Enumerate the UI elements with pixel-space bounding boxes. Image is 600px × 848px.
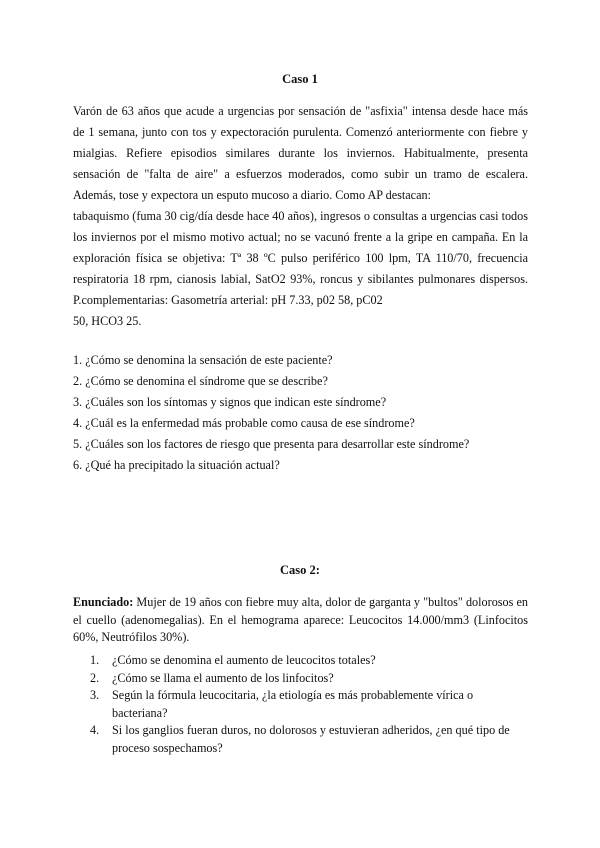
- question-item: 3. ¿Cuáles son los síntomas y signos que indican este síndrome?: [73, 395, 387, 409]
- question-item: [90, 722, 530, 757]
- question-item: 4. ¿Cuál es la enfermedad más probable como causa de ese síndrome?: [73, 416, 415, 430]
- question-number: 2.: [90, 670, 100, 685]
- question-item: 5. ¿Cuáles son los factores de riesgo que presenta para desarrollar este síndrome?: [73, 437, 470, 451]
- case-1-paragraph: Varón de 63 años que acude a urgencias por sensación de "asfixia" intensa desde hace más de 1 semana, junto con tos y expectoración purulenta. Comenzó anteriormente con fiebre y mialgias. Refiere episodios similares durante los inviernos. Habitualmente, presenta sensación de "falta de aire" a esfuerzos moderados, como subir un tramo de escalera. Además, tose y expectora un esputo mucoso a diario. Como AP destacan:: [73, 104, 528, 202]
- question-text: ¿Cómo se llama el aumento de los linfocitos?: [112, 670, 334, 685]
- question-number: 4.: [90, 723, 100, 738]
- question-item: 1. ¿Cómo se denomina la sensación de este paciente?: [73, 353, 333, 367]
- case-2-questions: [90, 652, 530, 758]
- question-item: [90, 652, 530, 670]
- case-1-statement: [73, 101, 528, 332]
- question-item: 6. ¿Qué ha precipitado la situación actual?: [73, 458, 280, 472]
- question-item: [90, 687, 530, 722]
- question-text: ¿Cómo se denomina el aumento de leucocitos totales?: [112, 653, 376, 667]
- question-item: [90, 670, 530, 688]
- case-1-questions: [73, 350, 469, 476]
- question-number: 3.: [90, 688, 100, 703]
- question-number: 1.: [90, 653, 100, 667]
- case-2-title: Caso 2:: [280, 563, 320, 577]
- case-1-paragraph-2: tabaquismo (fuma 30 cig/día desde hace 40 años), ingresos o consultas a urgencias casi todos los inviernos por el mismo motivo actual; no se vacunó frente a la gripe en campaña. En la exploración física se objetiva: Tª 38 ºC pulso periférico 100 lpm, TA 110/70, frecuencia respiratoria 18 rpm, cianosis labial, SatO2 93%, roncus y sibilantes pulmonares dispersos. P.complementarias: Gasometría arterial: pH 7.33, p02 58, pC02: [73, 209, 528, 307]
- question-item: 2. ¿Cómo se denomina el síndrome que se describe?: [73, 374, 328, 388]
- case-2-statement: [73, 594, 528, 647]
- case-1-paragraph-3: 50, HCO3 25.: [73, 314, 142, 328]
- case-2-text: Mujer de 19 años con fiebre muy alta, dolor de garganta y "bultos" dolorosos en el cuello (adenomegalias). En el hemograma aparece: Leucocitos 14.000/mm3 (Linfocitos 60%, Neutrófilos 30%).: [73, 595, 528, 644]
- case-1-title: Caso 1: [282, 72, 318, 86]
- question-text: Según la fórmula leucocitaria, ¿la etiología es más probablemente vírica o bacteriana?: [112, 688, 474, 720]
- question-text: Si los ganglios fueran duros, no dolorosos y estuvieran adheridos, ¿en qué tipo de proceso sospechamos?: [112, 723, 510, 755]
- statement-label: Enunciado:: [73, 595, 134, 609]
